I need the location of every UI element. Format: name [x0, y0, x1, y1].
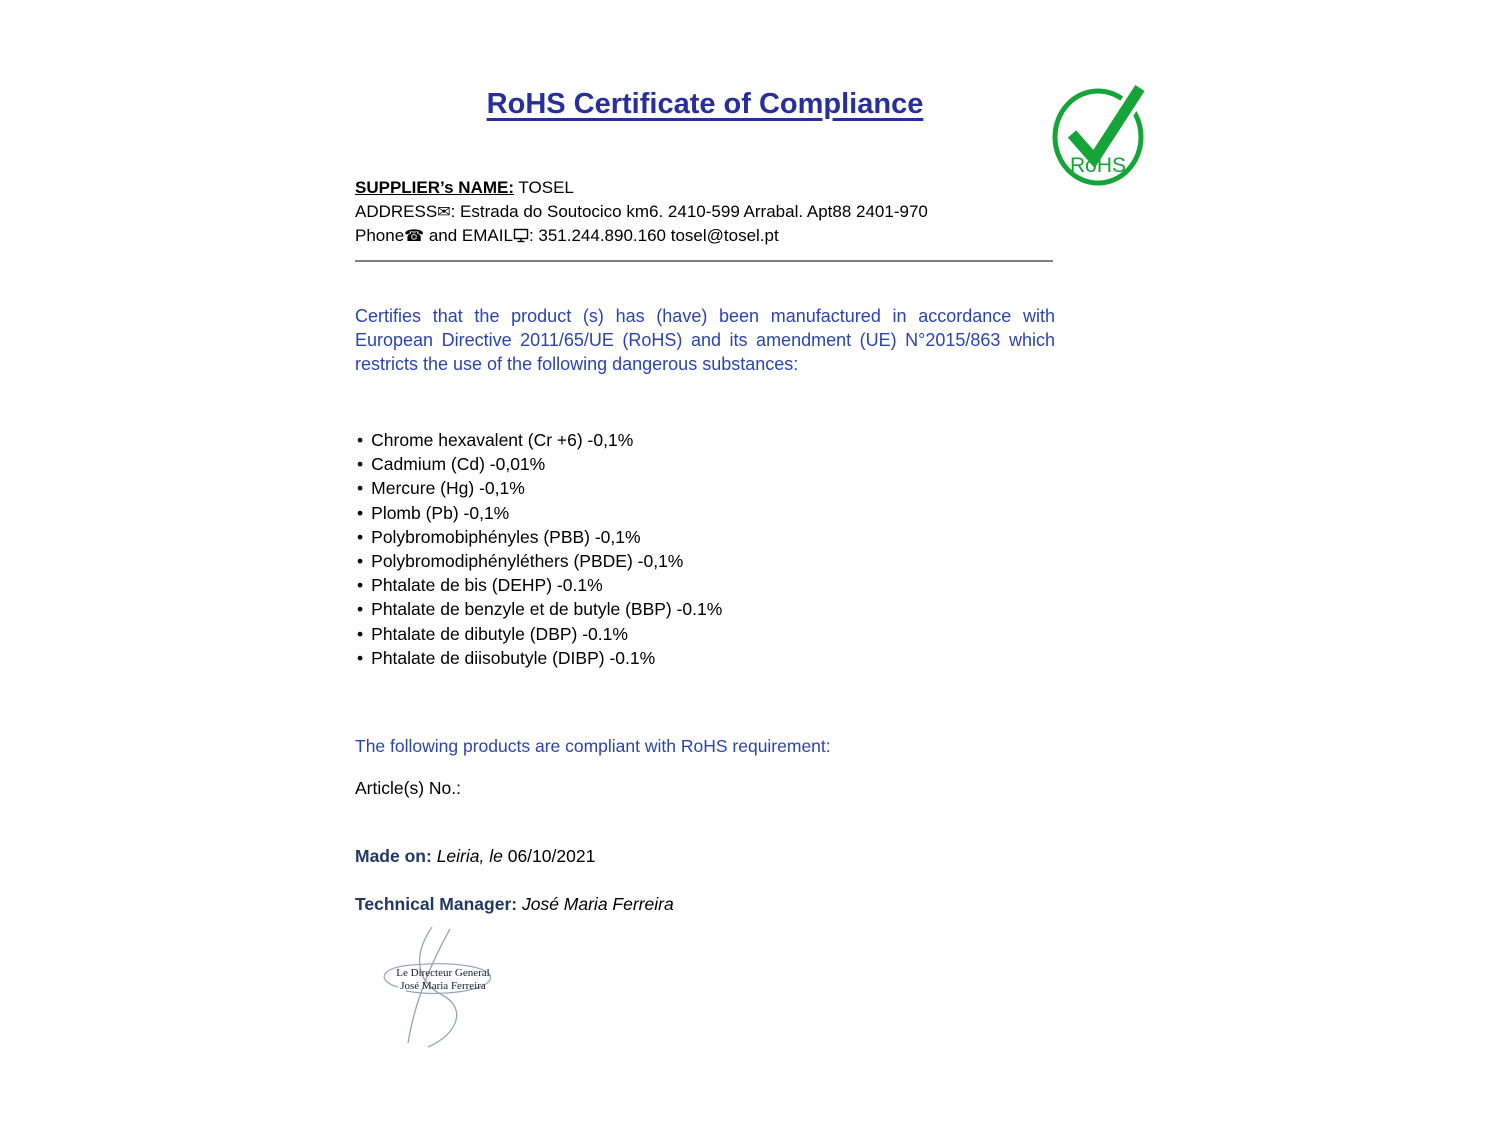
substance-item: • Phtalate de bis (DEHP) -0.1%: [357, 573, 722, 597]
rohs-logo-label: RoHS: [1069, 154, 1127, 177]
address-label: ADDRESS: [355, 202, 438, 221]
supplier-contact-line: [355, 224, 928, 248]
contact-value: : 351.244.890.160 tosel@tosel.pt: [528, 226, 779, 245]
substance-item: • Plomb (Pb) -0,1%: [357, 501, 722, 525]
supplier-name-line: [355, 176, 928, 200]
products-compliant-line: The following products are compliant with RoHS requirement:: [355, 736, 831, 756]
rohs-logo-svg: [1050, 82, 1150, 186]
phone-label: Phone: [355, 226, 405, 245]
rohs-logo: [1050, 82, 1150, 186]
signature-svg: [358, 925, 518, 1050]
phone-icon: ☎: [404, 226, 425, 245]
email-label: and EMAIL: [424, 226, 513, 245]
signature: [358, 925, 518, 1055]
divider: [355, 260, 1053, 262]
supplier-name-value: TOSEL: [514, 178, 574, 197]
made-on-place: Leiria, le: [436, 846, 503, 866]
made-on-line: [355, 846, 595, 867]
article-number-line: Article(s) No.:: [355, 778, 461, 798]
made-on-label: Made on:: [355, 846, 432, 866]
technical-manager-name: José Maria Ferreira: [521, 894, 674, 914]
compliance-statement: Certifies that the product (s) has (have) been manufactured in accordance with European Directive 2011/65/UE (RoHS) and its amendment (UE) N°2015/863 which restricts the use of the following dangerous substances:: [355, 306, 1055, 374]
signature-name-text: José Maria Ferreira: [400, 980, 486, 992]
technical-manager-line: [355, 894, 674, 915]
address-value: : Estrada do Soutocico km6. 2410-599 Arrabal. Apt88 2401-970: [450, 202, 928, 221]
substances-list: [357, 428, 722, 670]
computer-icon: [513, 228, 529, 243]
substance-item: • Chrome hexavalent (Cr +6) -0,1%: [357, 428, 722, 452]
technical-manager-label: Technical Manager:: [355, 894, 518, 914]
envelope-icon: ✉: [437, 202, 451, 221]
substance-item: • Polybromodiphényléthers (PBDE) -0,1%: [357, 549, 722, 573]
made-on-date: 06/10/2021: [507, 846, 596, 866]
substance-item: • Phtalate de dibutyle (DBP) -0.1%: [357, 622, 722, 646]
signature-title-text: Le Directeur General: [396, 967, 490, 979]
substance-item: • Mercure (Hg) -0,1%: [357, 476, 722, 500]
supplier-block: [355, 176, 928, 248]
supplier-address-line: [355, 200, 928, 224]
supplier-name-label: SUPPLIER’s NAME:: [355, 178, 515, 197]
substance-item: • Cadmium (Cd) -0,01%: [357, 452, 722, 476]
substance-item: • Phtalate de benzyle et de butyle (BBP) -0.1%: [357, 597, 722, 621]
substance-item: • Polybromobiphényles (PBB) -0,1%: [357, 525, 722, 549]
substance-item: • Phtalate de diisobutyle (DIBP) -0.1%: [357, 646, 722, 670]
page-title: RoHS Certificate of Compliance: [486, 88, 924, 120]
